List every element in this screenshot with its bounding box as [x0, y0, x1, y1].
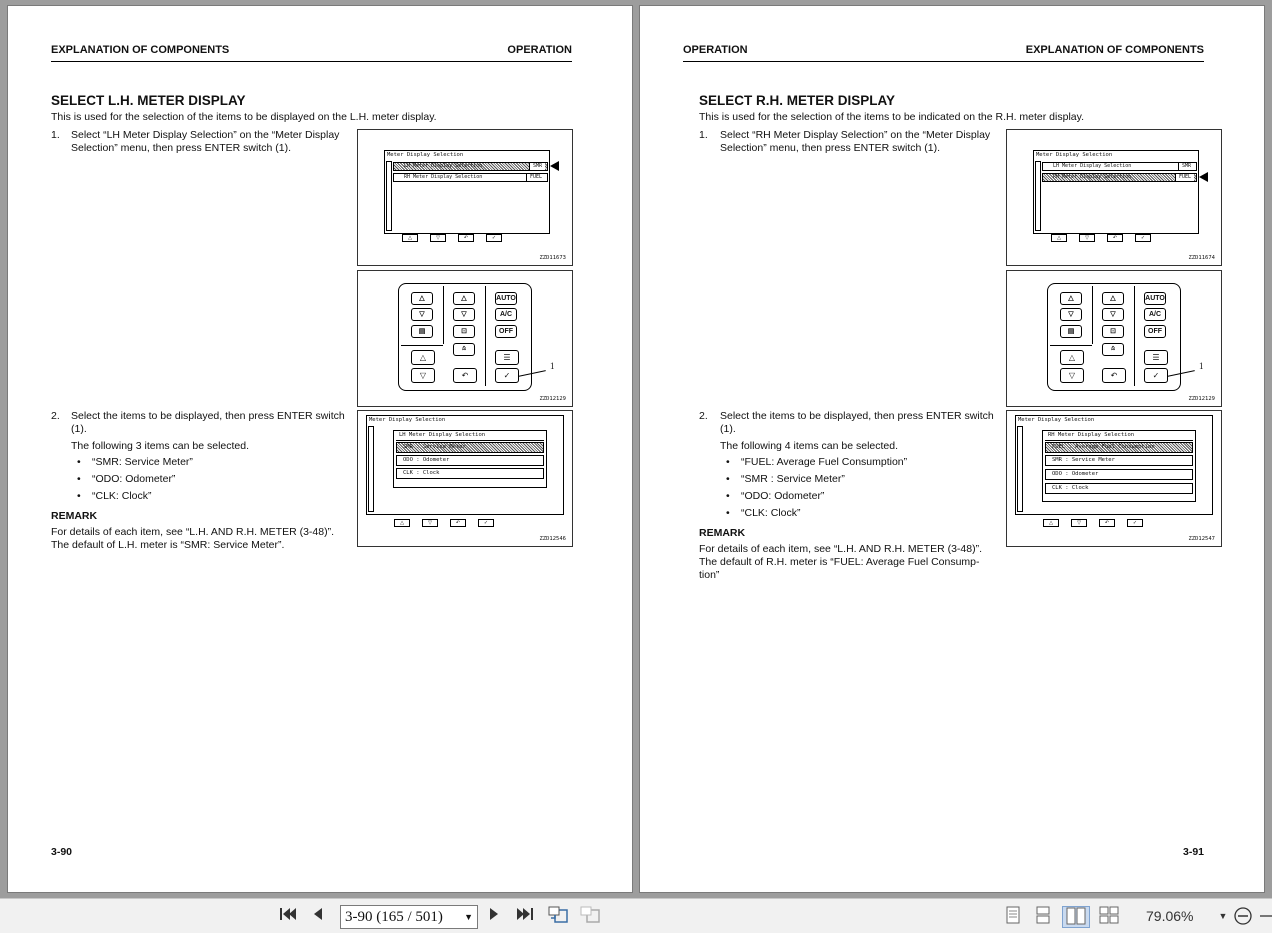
check-icon: ✓: [1135, 234, 1151, 242]
next-page-icon[interactable]: [486, 906, 502, 926]
two-page-view-icon[interactable]: [1062, 906, 1090, 928]
check-icon: ✓: [486, 234, 502, 242]
figure-code: ZZD11673: [539, 255, 566, 261]
go-forward-view-icon[interactable]: [578, 906, 602, 926]
menu-row-lh: [393, 162, 548, 171]
screen-buttons: [394, 519, 494, 527]
page-header: [683, 44, 1204, 62]
bullet-item: “SMR : Service Meter”: [741, 473, 845, 485]
down-key-icon: ▽: [411, 308, 433, 321]
down-icon: ▽: [1079, 234, 1095, 242]
step-2-line-2: (1).: [71, 423, 87, 435]
divider: [1134, 286, 1135, 386]
step-2-line-1: Select the items to be displayed, then press ENTER switch: [720, 410, 994, 422]
popup-item: FUEL : Average Fuel Consumption: [1045, 442, 1193, 453]
screen-buttons: [1051, 234, 1151, 242]
step-1-line-2: Selection” menu, then press ENTER switch (1).: [720, 142, 940, 154]
step-2-line-2: (1).: [720, 423, 736, 435]
chevron-down-icon[interactable]: ▼: [464, 912, 473, 922]
up-key-icon: △: [1102, 292, 1124, 305]
menu-row-label: LH Meter Display Selection: [404, 163, 483, 169]
divider: [401, 345, 443, 346]
remark-line-2: The default of R.H. meter is “FUEL: Average Fuel Consump-: [699, 556, 980, 568]
step-1-line-1: Select “LH Meter Display Selection” on the “Meter Display: [71, 129, 340, 141]
bullet-item: “ODO: Odometer”: [92, 473, 176, 485]
off-key: OFF: [1144, 325, 1166, 338]
selection-popup: [393, 430, 547, 488]
screen-title: Meter Display Selection: [387, 152, 464, 158]
ac-key: A/C: [495, 308, 517, 321]
figure-code: ZZD12547: [1188, 536, 1215, 542]
auto-key: AUTO: [495, 292, 517, 305]
continuous-view-icon[interactable]: [1034, 906, 1052, 926]
down-key-icon: ▽: [1060, 368, 1084, 383]
down-key-icon: ▽: [453, 308, 475, 321]
first-page-icon[interactable]: [278, 906, 298, 926]
return-key-icon: ↶: [453, 368, 477, 383]
scrollbar: [368, 426, 374, 512]
section-title: SELECT R.H. METER DISPLAY: [699, 93, 896, 108]
intro-text: This is used for the selection of the items to be displayed on the L.H. meter display.: [51, 111, 437, 123]
menu-row-value: SMR: [529, 163, 545, 170]
switch-panel: [1047, 283, 1181, 391]
scrollbar: [386, 161, 392, 231]
bullet-item: “ODO: Odometer”: [741, 490, 825, 502]
step-1-number: 1.: [699, 129, 708, 141]
scrollbar: [1017, 426, 1023, 512]
up-key-icon: △: [1060, 350, 1084, 365]
figure-switch-panel: [357, 270, 573, 407]
bullet-dot: •: [726, 473, 730, 485]
previous-page-icon[interactable]: [310, 906, 326, 926]
callout-number: 1: [550, 361, 555, 371]
step-1-line-1: Select “RH Meter Display Selection” on the “Meter Display: [720, 129, 991, 141]
single-page-view-icon[interactable]: [1004, 906, 1022, 926]
menu-row-label: LH Meter Display Selection: [1053, 163, 1132, 169]
bullet-item: “CLK: Clock”: [92, 490, 152, 502]
bullet-item: “CLK: Clock”: [741, 507, 801, 519]
page-left: [8, 6, 632, 892]
monitor-screen: [1015, 415, 1213, 515]
divider: [1050, 345, 1092, 346]
menu-row-rh: [393, 173, 548, 182]
screen-title: Meter Display Selection: [369, 417, 446, 423]
monitor-screen: [384, 150, 550, 234]
menu-row-value: FUEL: [526, 174, 545, 181]
figure-switch-panel: [1006, 270, 1222, 407]
figure-code: ZZD12129: [539, 396, 566, 402]
remark-label: REMARK: [51, 510, 98, 522]
mode-key-icon: ▤: [411, 325, 433, 338]
bullet-dot: •: [726, 507, 730, 519]
scrollbar: [1035, 161, 1041, 231]
section-title: SELECT L.H. METER DISPLAY: [51, 93, 246, 108]
screen-title: Meter Display Selection: [1036, 152, 1113, 158]
down-key-icon: ▽: [1060, 308, 1082, 321]
popup-title: LH Meter Display Selection: [396, 432, 544, 441]
step-1-line-2: Selection” menu, then press ENTER switch (1).: [71, 142, 291, 154]
monitor-screen: [1033, 150, 1199, 234]
down-icon: ▽: [430, 234, 446, 242]
menu-key-icon: ☰: [495, 350, 519, 365]
popup-title: RH Meter Display Selection: [1045, 432, 1193, 441]
step-2-following: The following 3 items can be selected.: [71, 440, 250, 452]
page-number-text: 3-90 (165 / 501): [345, 909, 443, 925]
remark-line-1: For details of each item, see “L.H. AND R.H. METER (3-48)”.: [51, 526, 334, 538]
down-icon: ▽: [1071, 519, 1087, 527]
step-2-following: The following 4 items can be selected.: [720, 440, 899, 452]
popup-item: CLK : Clock: [1045, 483, 1193, 494]
menu-row-value: SMR: [1178, 163, 1194, 170]
page-right: [640, 6, 1264, 892]
menu-row-lh: [1042, 162, 1197, 171]
check-icon: ✓: [1127, 519, 1143, 527]
screen-buttons: [1043, 519, 1143, 527]
defroster-key-icon: ⩯: [1102, 343, 1124, 356]
popup-item: ODO : Odometer: [396, 455, 544, 466]
menu-row-label: RH Meter Display Selection: [1053, 174, 1132, 180]
bullet-item: “SMR: Service Meter”: [92, 456, 193, 468]
return-icon: ↶: [458, 234, 474, 242]
figure-selection-popup: [1006, 410, 1222, 547]
up-key-icon: △: [1060, 292, 1082, 305]
up-icon: △: [1043, 519, 1059, 527]
ac-key: A/C: [1144, 308, 1166, 321]
check-icon: ✓: [478, 519, 494, 527]
monitor-screen: [366, 415, 564, 515]
remark-line-2: The default of L.H. meter is “SMR: Service Meter”.: [51, 539, 285, 551]
switch-panel: [398, 283, 532, 391]
remark-line-1: For details of each item, see “L.H. AND R.H. METER (3-48)”.: [699, 543, 982, 555]
return-icon: ↶: [1107, 234, 1123, 242]
menu-row-rh: [1042, 173, 1197, 182]
figure-code: ZZD12546: [539, 536, 566, 542]
step-1-number: 1.: [51, 129, 60, 141]
bullet-dot: •: [726, 490, 730, 502]
return-key-icon: ↶: [1102, 368, 1126, 383]
down-key-icon: ▽: [411, 368, 435, 383]
header-left-text: OPERATION: [683, 44, 748, 56]
remark-line-3: tion”: [699, 569, 720, 581]
menu-key-icon: ☰: [1144, 350, 1168, 365]
popup-item: CLK : Clock: [396, 468, 544, 479]
step-2-number: 2.: [51, 410, 60, 422]
up-key-icon: △: [411, 350, 435, 365]
last-page-icon[interactable]: [514, 906, 536, 926]
fan-key-icon: ⊡: [1102, 325, 1124, 338]
screen-title: Meter Display Selection: [1018, 417, 1095, 423]
intro-text: This is used for the selection of the items to be indicated on the R.H. meter display.: [699, 111, 1084, 123]
popup-item: ODO : Odometer: [1045, 469, 1193, 480]
header-left-text: EXPLANATION OF COMPONENTS: [51, 44, 230, 56]
popup-item: SMR : Service Meter: [396, 442, 544, 453]
figure-meter-display-menu: [357, 129, 573, 266]
step-2-line-1: Select the items to be displayed, then press ENTER switch: [71, 410, 345, 422]
toolbar-divider: [1258, 906, 1272, 926]
zoom-out-icon[interactable]: [1232, 906, 1254, 926]
return-icon: ↶: [450, 519, 466, 527]
header-right-text: OPERATION: [507, 44, 572, 56]
off-key: OFF: [495, 325, 517, 338]
remark-label: REMARK: [699, 527, 746, 539]
page-number-field[interactable]: [340, 905, 478, 929]
figure-meter-display-menu: [1006, 129, 1222, 266]
page-number: 3-91: [1182, 846, 1204, 858]
bullet-dot: •: [77, 490, 81, 502]
page-header: [51, 44, 572, 62]
header-right-text: EXPLANATION OF COMPONENTS: [1025, 44, 1204, 56]
viewer-toolbar: [0, 898, 1272, 933]
go-back-view-icon[interactable]: [546, 906, 570, 926]
enter-key-icon: ✓: [1144, 368, 1168, 383]
pointer-arrow-icon: [1199, 172, 1208, 182]
divider: [485, 286, 486, 386]
auto-key: AUTO: [1144, 292, 1166, 305]
callout-number: 1: [1199, 361, 1204, 371]
down-icon: ▽: [422, 519, 438, 527]
popup-item: SMR : Service Meter: [1045, 455, 1193, 466]
figure-code: ZZD11674: [1188, 255, 1215, 261]
screen-buttons: [402, 234, 502, 242]
two-page-continuous-icon[interactable]: [1098, 906, 1120, 926]
divider: [1092, 286, 1093, 344]
defroster-key-icon: ⩯: [453, 343, 475, 356]
menu-row-value: FUEL: [1175, 174, 1194, 181]
bullet-dot: •: [77, 456, 81, 468]
return-icon: ↶: [1099, 519, 1115, 527]
bullet-item: “FUEL: Average Fuel Consumption”: [741, 456, 908, 468]
zoom-dropdown-icon[interactable]: ▼: [1218, 911, 1228, 921]
figure-selection-popup: [357, 410, 573, 547]
up-key-icon: △: [453, 292, 475, 305]
step-2-number: 2.: [699, 410, 708, 422]
down-key-icon: ▽: [1102, 308, 1124, 321]
enter-key-icon: ✓: [495, 368, 519, 383]
up-key-icon: △: [411, 292, 433, 305]
bullet-dot: •: [726, 456, 730, 468]
selection-popup: [1042, 430, 1196, 502]
up-icon: △: [402, 234, 418, 242]
up-icon: △: [1051, 234, 1067, 242]
pointer-arrow-icon: [550, 161, 559, 171]
divider: [443, 286, 444, 344]
up-icon: △: [394, 519, 410, 527]
menu-row-label: RH Meter Display Selection: [404, 174, 483, 180]
fan-key-icon: ⊡: [453, 325, 475, 338]
page-number: 3-90: [51, 846, 73, 858]
mode-key-icon: ▤: [1060, 325, 1082, 338]
zoom-level[interactable]: 79.06%: [1146, 908, 1194, 924]
figure-code: ZZD12129: [1188, 396, 1215, 402]
bullet-dot: •: [77, 473, 81, 485]
